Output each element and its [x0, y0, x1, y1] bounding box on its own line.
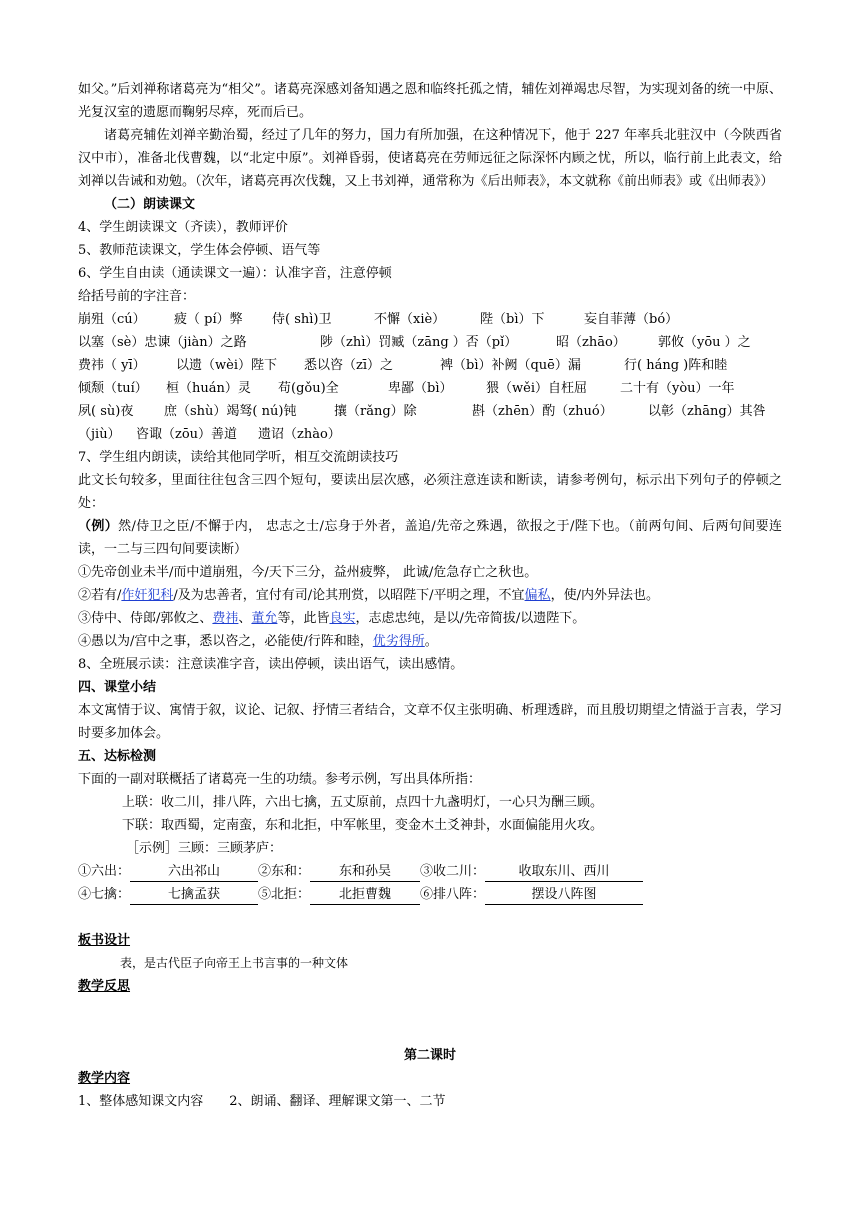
pinyin-entry: 郭攸（yōu ）之	[658, 335, 751, 350]
pinyin-entry: 攘（rǎng）除	[334, 404, 417, 419]
teaching-content-items	[78, 1090, 782, 1113]
pinyin-row	[78, 377, 782, 400]
answer-blank: 东和孙吴	[310, 863, 420, 882]
hyperlink-piansi[interactable]: 偏私	[524, 588, 551, 603]
pinyin-row	[78, 331, 782, 354]
answer-blank: 摆设八阵图	[485, 886, 643, 905]
step-6: 6、学生自由读（通读课文一遍）：认准字音，注意停顿	[78, 266, 392, 281]
pinyin-entry: 以塞（sè）忠谏（jiàn）之路	[78, 335, 247, 350]
hyperlink-feiyi[interactable]: 费祎	[212, 611, 239, 626]
answer-row-2	[78, 883, 782, 906]
sentence-2	[78, 584, 782, 607]
step-7-instruction: 此文长句较多，里面往往包含三四个短句，要读出层次感，必须注意连读和断读，请参考例句，标示出下列句子的停顿之处：	[78, 473, 782, 511]
pinyin-entry: 崩殂（cú）	[78, 312, 146, 327]
example-text: 然/侍卫之臣/不懈于内， 忠志之士/忘身于外者，盖追/先帝之殊遇，欲报之于/陛下也。（前两句间、后两句间要连读，一二与三四句间要读断）	[78, 519, 782, 557]
pinyin-entry: 昭（zhāo）	[556, 335, 626, 350]
pinyin-row	[78, 423, 782, 446]
spacer	[78, 906, 782, 929]
pinyin-entry: 夙( sù)夜	[78, 404, 134, 419]
hyperlink-dongyun[interactable]: 董允	[251, 611, 278, 626]
example-sentence	[78, 515, 782, 561]
answer-label: ②东和：	[258, 864, 311, 879]
sentence-4	[78, 630, 782, 653]
content-item: 2、朗诵、翻译、理解课文第一、二节	[229, 1094, 446, 1109]
sentence-text: ④愚以为/宫中之事，悉以咨之，必能使/行阵和睦，	[78, 634, 373, 649]
pinyin-entry: 妄自菲薄（bó）	[584, 312, 679, 327]
pinyin-table	[78, 308, 782, 446]
intro-paragraph-1: 如父。”后刘禅称诸葛亮为“相父”。诸葛亮深感刘备知遇之恩和临终托孤之情，辅佐刘禅竭忠尽智，为实现刘备的统一中原、光复汉室的遗愿而鞠躬尽瘁，死而后已。	[78, 82, 782, 120]
section-heading-test: 五、达标检测	[78, 749, 157, 764]
board-design-heading: 板书设计	[78, 933, 131, 948]
pinyin-entry: 不懈（xiè）	[374, 312, 446, 327]
step-8: 8、全班展示读：注意读准字音，读出停顿，读出语气，读出感情。	[78, 657, 464, 672]
teaching-reflection-heading: 教学反思	[78, 979, 131, 994]
answer-row-1	[78, 860, 782, 883]
example-label: （例）	[78, 519, 119, 534]
pinyin-entry: 裨（bì）补阙（quē）漏	[440, 358, 581, 373]
answer-blank: 北拒曹魏	[310, 886, 420, 905]
board-design-text: 表，是古代臣子向帝王上书言事的一种文体	[120, 956, 349, 970]
sentence-text: 等，此皆	[277, 611, 330, 626]
pinyin-entry: 庶（shù）竭驽( nú)钝	[164, 404, 297, 419]
pinyin-row	[78, 400, 782, 423]
hyperlink-zuojianfanke[interactable]: 作奸犯科	[121, 588, 174, 603]
pinyin-entry: 以彰（zhāng）其咎	[648, 404, 766, 419]
pinyin-entry: 陛（bì）下	[480, 312, 545, 327]
section-heading-summary: 四、课堂小结	[78, 680, 157, 695]
pinyin-entry: 卑鄙（bì）	[388, 381, 453, 396]
answer-label: ⑥排八阵：	[420, 887, 486, 902]
couplet-upper: 上联：收二川，排八阵，六出七擒，五丈原前，点四十九盏明灯，一心只为酬三顾。	[122, 795, 604, 810]
pinyin-entry: 陟（zhì）罚臧（zāng ）否（pǐ）	[320, 335, 518, 350]
pinyin-entry: 疲（ pí）弊	[174, 312, 243, 327]
hyperlink-liangshi[interactable]: 良实	[329, 611, 356, 626]
pinyin-entry: 行( háng )阵和睦	[624, 358, 728, 373]
pinyin-entry: 费祎（ yī）	[78, 358, 146, 373]
summary-text: 本文寓情于议、寓情于叙，议论、记叙、抒情三者结合，文章不仅主张明确、析理透辟，而且殷切期望之情溢于言表，学习时要多加体会。	[78, 703, 782, 741]
lesson-2-title: 第二课时	[403, 1048, 456, 1063]
answer-label: ⑤北拒：	[258, 887, 311, 902]
pinyin-entry: 苟(gǒu)全	[278, 381, 339, 396]
pinyin-entry: 桓（huán）灵	[166, 381, 251, 396]
pinyin-entry: 猥（wěi）自枉屈	[486, 381, 587, 396]
step-5: 5、教师范读课文，学生体会停顿、语气等	[78, 243, 321, 258]
sentence-text: ③侍中、侍郎/郭攸之、	[78, 611, 213, 626]
document-page	[78, 78, 782, 1113]
step-7-title: 7、学生组内朗读，读给其他同学听，相互交流朗读技巧	[78, 450, 399, 465]
pinyin-entry: 咨诹（zōu）善道	[136, 427, 238, 442]
answer-blank: 七擒孟获	[130, 886, 258, 905]
pinyin-entry: 以遗（wèi）陛下	[176, 358, 277, 373]
pinyin-entry: 二十有（yòu）一年	[620, 381, 735, 396]
sentence-text: ，使/内外异法也。	[550, 588, 659, 603]
sentence-text: ，志虑忠纯，是以/先帝简拔/以遗陛下。	[355, 611, 586, 626]
pinyin-entry: 斟（zhēn）酌（zhuó）	[472, 404, 613, 419]
answer-label: ④七擒：	[78, 887, 131, 902]
couplet-lower: 下联：取西蜀，定南蛮，东和北拒，中军帐里，变金木土爻神卦，水面偏能用火攻。	[122, 818, 604, 833]
step-4: 4、学生朗读课文（齐读），教师评价	[78, 220, 288, 235]
pinyin-row	[78, 308, 782, 331]
sentence-text: 、	[238, 611, 252, 626]
sentence-3	[78, 607, 782, 630]
hyperlink-youliedesuo[interactable]: 优劣得所	[372, 634, 425, 649]
intro-paragraph-2: 诸葛亮辅佐刘禅辛勤治蜀，经过了几年的努力，国力有所加强，在这种情况下，他于 227 年率兵北驻汉中（今陕西省汉中市），准备北伐曹魏，以“北定中原”。刘禅昏弱，使诸葛亮在劳师远征之际深怀内顾之忧，所以，临行前上此表文，给刘禅以告诫和劝勉。（次年，诸葛亮再次伐魏，又上书刘禅，通常称为《后出师表》，本文就称《前出师表》或《出师表》）	[78, 128, 782, 189]
answer-label: ①六出：	[78, 864, 131, 879]
teaching-content-heading: 教学内容	[78, 1071, 131, 1086]
pinyin-entry: 倾颓（tuí）	[78, 381, 148, 396]
answer-blank: 收取东川、西川	[485, 863, 643, 882]
content-item: 1、整体感知课文内容	[78, 1094, 204, 1109]
spacer	[78, 998, 782, 1044]
pinyin-entry: 遗诏（zhào）	[258, 427, 341, 442]
sentence-text: ②若有/	[78, 588, 122, 603]
answer-blank: 六出祁山	[130, 863, 258, 882]
pinyin-entry: （jiù）	[78, 427, 121, 442]
section-heading-reading: （二）朗读课文	[104, 197, 196, 212]
pinyin-intro: 给括号前的字注音：	[78, 289, 196, 304]
sentence-1: ①先帝创业未半/而中道崩殂，今/天下三分，益州疲弊， 此诚/危急存亡之秋也。	[78, 565, 538, 580]
pinyin-entry: 侍( shì)卫	[272, 312, 332, 327]
pinyin-row	[78, 354, 782, 377]
test-example: ［示例］三顾：三顾茅庐：	[126, 841, 283, 856]
pinyin-entry: 悉以咨（zī）之	[304, 358, 394, 373]
answer-label: ③收二川：	[420, 864, 486, 879]
sentence-text: 。	[424, 634, 438, 649]
test-intro: 下面的一副对联概括了诸葛亮一生的功绩。参考示例，写出具体所指：	[78, 772, 482, 787]
sentence-text: /及为忠善者，宜付有司/论其刑赏，以昭陛下/平明之理，不宜	[173, 588, 525, 603]
